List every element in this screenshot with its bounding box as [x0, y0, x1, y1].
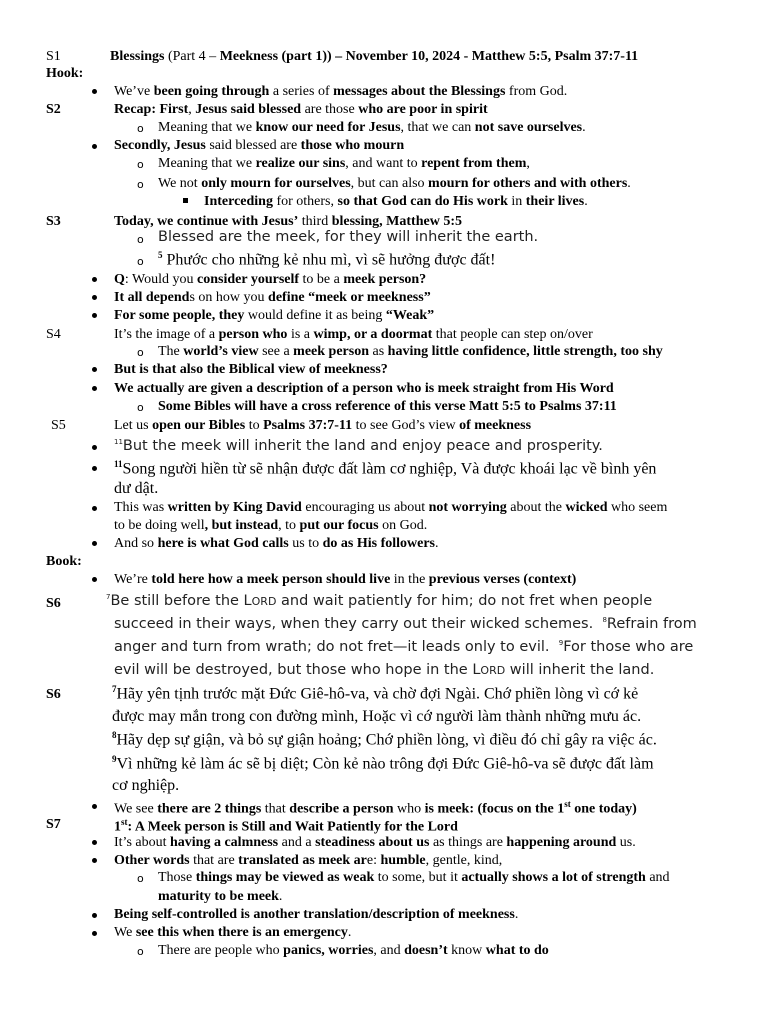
list-item: Meaning that we realize our sins, and want to repent from them, [158, 156, 530, 171]
section-label-hook: Hook: [46, 66, 84, 81]
bullet [92, 144, 97, 149]
circle-bullet-icon: o [137, 346, 144, 359]
scripture-english: $^{11}$But the meek will inherit the land and enjoy peace and prosperity. [114, 438, 603, 454]
bullet [92, 577, 97, 582]
list-item: And so here is what God calls us to do as His followers. [114, 536, 439, 551]
verse-8-english: anger and turn from wrath; do not fret—it leads only to evil. $^9$For those who are [114, 639, 694, 655]
slide-label-s2: S2 [46, 102, 61, 117]
bullet [92, 313, 97, 318]
list-item: Being self-controlled is another translation/description of meekness. [114, 907, 519, 922]
list-item: But is that also the Biblical view of meekness? [114, 362, 388, 377]
bullet [92, 367, 97, 372]
slide-label-s4: S4 [46, 327, 61, 342]
list-item: This was written by King David encouraging us about not worrying about the wicked who seem [114, 500, 668, 515]
list-item: Secondly, Jesus said blessed are those who mourn [114, 138, 405, 153]
bullet [92, 541, 97, 546]
paragraph: It’s the image of a person who is a wimp, or a doormat that people can step on/over [114, 327, 593, 342]
scripture-vietnamese-continued: dư dật. [114, 480, 159, 497]
paragraph: Let us open our Bibles to Psalms 37:7-11 to see God’s view of meekness [114, 418, 532, 433]
list-item: Meaning that we know our need for Jesus, that we can not save ourselves. [158, 120, 586, 135]
list-item: It all depends on how you define “meek or meekness” [114, 290, 431, 305]
verse-7-vietnamese: $^7$Hãy yên tịnh trước mặt Đức Giê-hô-va, và chờ đợi Ngài. Chớ phiền lòng vì cớ kẻ [112, 684, 639, 703]
circle-bullet-icon: o [137, 401, 144, 414]
list-item: We actually are given a description of a person who is meek straight from His Word [114, 381, 614, 396]
verse-9-vietnamese-continued: cơ nghiệp. [112, 777, 180, 794]
slide-label-s7: S7 [46, 817, 61, 832]
list-item: Q: Would you consider yourself to be a meek person? [114, 272, 427, 287]
list-item-continued: maturity to be meek. [158, 889, 283, 904]
bullet [92, 445, 97, 450]
recap-line: Recap: First, Jesus said blessed are those who are poor in spirit [114, 102, 488, 117]
list-item: We’ve been going through a series of messages about the Blessings from God. [114, 84, 568, 99]
circle-bullet-icon: o [137, 233, 144, 246]
list-item: We see this when there is an emergency. [114, 925, 352, 940]
list-item: It’s about having a calmness and a steadiness about us as things are happening around us. [114, 835, 636, 850]
square-bullet-icon [183, 198, 188, 203]
bullet [92, 931, 97, 936]
circle-bullet-icon: o [137, 945, 144, 958]
verse-7-english: $^7$Be still before the LORD and wait patiently for him; do not fret when people [106, 593, 653, 609]
slide-label-s6: S6 [46, 596, 61, 611]
list-item: We’re told here how a meek person should live in the previous verses (context) [114, 572, 577, 587]
circle-bullet-icon: o [137, 178, 144, 191]
list-item: Some Bibles will have a cross reference of this verse Matt 5:5 to Psalms 37:11 [158, 399, 617, 414]
verse-9-vietnamese: $^9$Vì những kẻ làm ác sẽ bị diệt; Còn kẻ nào trông đợi Đức Giê-hô-va sẽ được đất làm [112, 754, 654, 773]
bullet [92, 277, 97, 282]
slide-label-s3: S3 [46, 214, 61, 229]
list-item: There are people who panics, worries, and doesn’t know what to do [158, 943, 549, 958]
bullet [92, 858, 97, 863]
verse-7-english-continued: succeed in their ways, when they carry out their wicked schemes. $^8$Refrain from [114, 616, 697, 632]
verse-8-vietnamese: $^8$Hãy dẹp sự giận, và bỏ sự giận hoảng; Chớ phiền lòng, vì điều đó chỉ gây ra việc ác. [112, 730, 657, 749]
list-item: Those things may be viewed as weak to some, but it actually shows a lot of strength and [158, 870, 670, 885]
bullet [92, 89, 97, 94]
section-heading: Today, we continue with Jesus’ third blessing, Matthew 5:5 [114, 214, 462, 229]
scripture-english: Blessed are the meek, for they will inherit the earth. [158, 229, 539, 245]
list-item: We see there are 2 things that describe a person who is meek: (focus on the 1st one today) [114, 799, 637, 817]
bullet [92, 466, 97, 471]
verse-9-english: evil will be destroyed, but those who hope in the LORD will inherit the land. [114, 662, 655, 678]
scripture-vietnamese: $^{11}$Song người hiền từ sẽ nhận được đất làm cơ nghiệp, Và được khoái lạc về bình yên [114, 459, 657, 478]
list-item: The world’s view see a meek person as having little confidence, little strength, too shy [158, 344, 663, 359]
circle-bullet-icon: o [137, 872, 144, 885]
circle-bullet-icon: o [137, 255, 144, 268]
verse-7-vietnamese-continued: được may mắn trong con đường mình, Hoặc vì cớ người làm thành những mưu ác. [112, 708, 642, 725]
circle-bullet-icon: o [137, 122, 144, 135]
list-item: For some people, they would define it as being “Weak” [114, 308, 435, 323]
list-item-continued: to be doing well, but instead, to put our focus on God. [114, 518, 428, 533]
bullet [92, 804, 97, 809]
section-label-book: Book: [46, 554, 82, 569]
bullet [92, 913, 97, 918]
bullet [92, 840, 97, 845]
circle-bullet-icon: o [137, 158, 144, 171]
list-item: Other words that are translated as meek are: humble, gentle, kind, [114, 853, 503, 868]
list-item: We not only mourn for ourselves, but can also mourn for others and with others. [158, 176, 631, 191]
slide-label-s5: S5 [51, 418, 66, 433]
bullet [92, 295, 97, 300]
list-item: Interceding for others, so that God can do His work in their lives. [204, 194, 588, 209]
bullet [92, 386, 97, 391]
point-heading: 1st: A Meek person is Still and Wait Patiently for the Lord [114, 817, 458, 835]
scripture-vietnamese: $^5$ Phước cho những kẻ nhu mì, vì sẽ hưởng được đất! [158, 250, 496, 269]
document-title: Blessings (Part 4 – Meekness (part 1)) – November 10, 2024 - Matthew 5:5, Psalm 37:7-11 [110, 49, 639, 64]
slide-label-s6-vietnamese: S6 [46, 687, 61, 702]
slide-label-s1: S1 [46, 49, 61, 64]
bullet [92, 506, 97, 511]
